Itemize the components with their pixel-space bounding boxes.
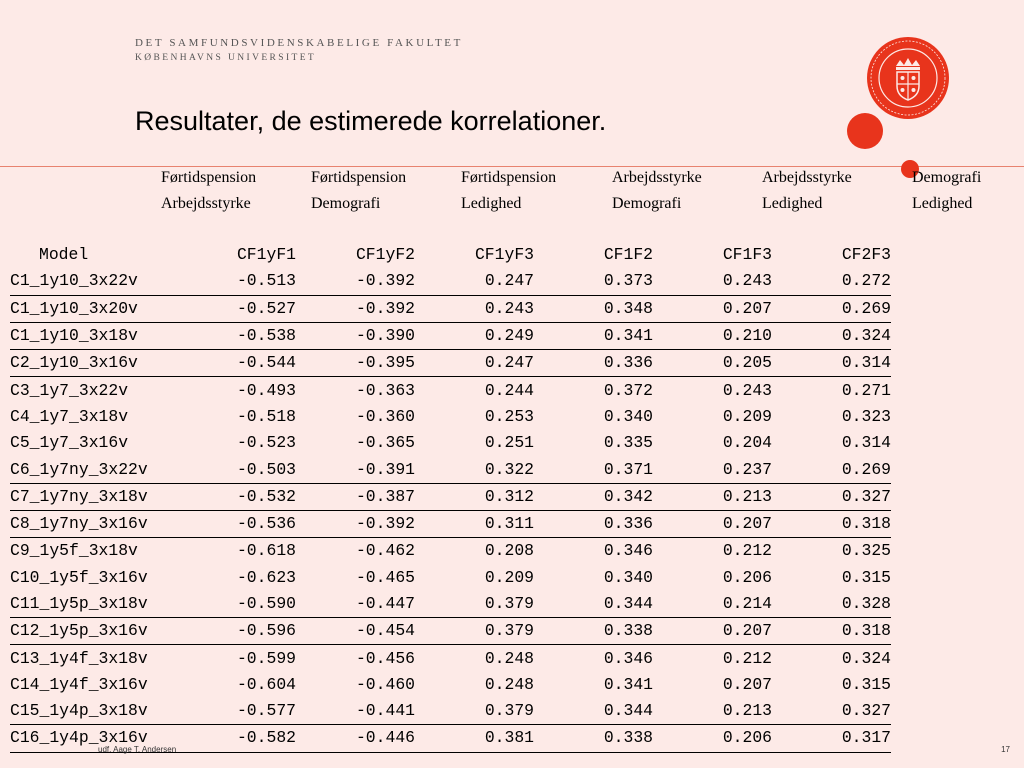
- pair-label: [762, 165, 852, 217]
- correlation-value-cell: -0.392: [296, 510, 415, 537]
- table-row: [10, 618, 891, 645]
- correlation-value-cell: -0.392: [296, 268, 415, 295]
- correlation-value-cell: 0.213: [653, 698, 772, 725]
- correlation-value-cell: 0.327: [772, 698, 891, 725]
- correlation-value-cell: 0.338: [534, 618, 653, 645]
- correlation-value-cell: 0.248: [484, 674, 534, 694]
- correlation-value-cell: 0.247: [415, 268, 534, 295]
- correlation-value-cell: 0.244: [484, 380, 534, 400]
- correlation-value-cell: 0.204: [722, 433, 772, 453]
- correlation-value-cell: 0.207: [653, 618, 772, 645]
- correlation-value-cell: 0.271: [841, 380, 891, 400]
- correlation-value-cell: 0.335: [603, 433, 653, 453]
- pair-label-top: Førtidspension: [161, 169, 257, 186]
- faculty-name: [135, 36, 463, 66]
- table-row: [10, 430, 891, 456]
- correlation-value-cell: 0.371: [534, 456, 653, 483]
- column-header-model: Model: [39, 245, 89, 265]
- correlation-value-cell: 0.243: [415, 295, 534, 322]
- correlation-value-cell: 0.312: [415, 483, 534, 510]
- model-name-cell: C1_1y10_3x20v: [10, 295, 216, 322]
- column-header: CF1yF1: [236, 245, 296, 265]
- table-row: [10, 538, 891, 565]
- correlation-value-cell: -0.523: [236, 433, 296, 453]
- correlation-value-cell: 0.205: [653, 350, 772, 377]
- correlation-value-cell: -0.454: [296, 618, 415, 645]
- pair-label-bottom: Demografi: [311, 195, 381, 212]
- correlation-value-cell: -0.503: [216, 456, 296, 483]
- correlation-value-cell: 0.209: [722, 406, 772, 426]
- correlation-value-cell: 0.325: [841, 541, 891, 561]
- model-name-cell: C4_1y7_3x18v: [10, 406, 129, 426]
- correlation-value-cell: 0.253: [484, 406, 534, 426]
- correlation-value-cell: 0.206: [722, 567, 772, 587]
- model-name-cell: C15_1y4p_3x18v: [10, 698, 216, 725]
- correlation-value-cell: -0.363: [355, 380, 415, 400]
- correlation-value-cell: 0.243: [653, 268, 772, 295]
- correlation-value-cell: 0.342: [534, 483, 653, 510]
- correlation-value-cell: 0.212: [722, 541, 772, 561]
- table-body: [10, 268, 891, 752]
- pair-label: [461, 165, 556, 217]
- pair-label: [612, 165, 702, 217]
- correlation-value-cell: -0.596: [216, 618, 296, 645]
- correlation-value-cell: 0.272: [772, 268, 891, 295]
- correlation-table: [10, 242, 891, 753]
- faculty-line-1: DET SAMFUNDSVIDENSKABELIGE FAKULTET: [135, 37, 463, 49]
- pair-label: [311, 165, 406, 217]
- correlation-value-cell: -0.447: [296, 591, 415, 618]
- pair-label-top: Arbejdsstyrke: [762, 169, 852, 186]
- correlation-value-cell: -0.390: [296, 322, 415, 349]
- model-name-cell: C5_1y7_3x16v: [10, 433, 129, 453]
- pair-label-bottom: Ledighed: [461, 195, 522, 212]
- correlation-value-cell: 0.249: [415, 322, 534, 349]
- correlation-value-cell: -0.441: [296, 698, 415, 725]
- correlation-value-cell: -0.527: [216, 295, 296, 322]
- table-row: [10, 377, 891, 404]
- correlation-value-cell: 0.243: [722, 380, 772, 400]
- table-header-row: [10, 242, 891, 268]
- correlation-value-cell: -0.462: [355, 541, 415, 561]
- correlation-value-cell: -0.590: [216, 591, 296, 618]
- correlation-value-cell: -0.618: [236, 541, 296, 561]
- correlation-value-cell: 0.247: [415, 350, 534, 377]
- correlation-value-cell: 0.208: [484, 541, 534, 561]
- correlation-value-cell: 0.373: [534, 268, 653, 295]
- table-row: [10, 591, 891, 618]
- correlation-value-cell: 0.381: [415, 725, 534, 752]
- correlation-value-cell: 0.336: [534, 350, 653, 377]
- decorative-dot-large: [847, 113, 883, 149]
- table-row: [10, 698, 891, 725]
- correlation-value-cell: 0.210: [653, 322, 772, 349]
- model-name-cell: C1_1y10_3x22v: [10, 268, 216, 295]
- model-name-cell: C13_1y4f_3x18v: [10, 648, 148, 668]
- column-header: CF1F2: [603, 245, 653, 265]
- correlation-value-cell: -0.623: [236, 567, 296, 587]
- page-number: 17: [1001, 745, 1010, 754]
- correlation-value-cell: 0.315: [841, 567, 891, 587]
- table-row: [10, 645, 891, 672]
- model-name-cell: C12_1y5p_3x16v: [10, 618, 216, 645]
- column-header: CF1F3: [722, 245, 772, 265]
- pair-label: [161, 165, 256, 217]
- model-name-cell: C11_1y5p_3x18v: [10, 591, 216, 618]
- correlation-value-cell: -0.387: [296, 483, 415, 510]
- correlation-value-cell: 0.269: [772, 295, 891, 322]
- pair-label-bottom: Ledighed: [762, 195, 823, 212]
- correlation-value-cell: 0.340: [603, 406, 653, 426]
- correlation-value-cell: 0.379: [415, 618, 534, 645]
- correlation-value-cell: 0.323: [841, 406, 891, 426]
- correlation-value-cell: 0.209: [484, 567, 534, 587]
- model-name-cell: C8_1y7ny_3x16v: [10, 510, 216, 537]
- correlation-value-cell: 0.269: [772, 456, 891, 483]
- model-name-cell: C14_1y4f_3x16v: [10, 674, 148, 694]
- table-row: [10, 404, 891, 430]
- correlation-value-cell: 0.318: [772, 510, 891, 537]
- correlation-value-cell: -0.532: [216, 483, 296, 510]
- model-name-cell: C10_1y5f_3x16v: [10, 567, 148, 587]
- column-header: CF1yF3: [474, 245, 534, 265]
- correlation-value-cell: 0.344: [534, 698, 653, 725]
- table-row: [10, 268, 891, 295]
- correlation-value-cell: 0.314: [841, 433, 891, 453]
- pair-label: [912, 165, 981, 217]
- correlation-value-cell: 0.213: [653, 483, 772, 510]
- correlation-value-cell: -0.604: [236, 674, 296, 694]
- correlation-value-cell: -0.538: [216, 322, 296, 349]
- correlation-value-cell: 0.324: [841, 648, 891, 668]
- correlation-value-cell: -0.365: [355, 433, 415, 453]
- correlation-value-cell: -0.577: [216, 698, 296, 725]
- correlation-value-cell: 0.328: [772, 591, 891, 618]
- correlation-value-cell: -0.392: [296, 295, 415, 322]
- correlation-value-cell: -0.493: [236, 380, 296, 400]
- correlation-value-cell: 0.379: [415, 698, 534, 725]
- correlation-value-cell: -0.544: [216, 350, 296, 377]
- correlation-value-cell: 0.206: [653, 725, 772, 752]
- correlation-value-cell: 0.346: [603, 648, 653, 668]
- table-row: [10, 456, 891, 483]
- footer-author: udf. Aage T. Andersen: [98, 745, 177, 754]
- correlation-value-cell: -0.599: [236, 648, 296, 668]
- correlation-value-cell: 0.311: [415, 510, 534, 537]
- table-row: [10, 322, 891, 349]
- correlation-value-cell: 0.207: [653, 295, 772, 322]
- correlation-value-cell: 0.314: [772, 350, 891, 377]
- correlation-value-cell: 0.338: [534, 725, 653, 752]
- correlation-value-cell: 0.327: [772, 483, 891, 510]
- correlation-value-cell: -0.536: [216, 510, 296, 537]
- correlation-value-cell: 0.248: [484, 648, 534, 668]
- correlation-value-cell: 0.341: [603, 674, 653, 694]
- correlation-value-cell: 0.322: [415, 456, 534, 483]
- pair-label-bottom: Arbejdsstyrke: [161, 195, 251, 212]
- correlation-value-cell: -0.456: [355, 648, 415, 668]
- correlation-value-cell: 0.348: [534, 295, 653, 322]
- correlation-value-cell: 0.346: [603, 541, 653, 561]
- correlation-value-cell: 0.251: [484, 433, 534, 453]
- table-row: [10, 295, 891, 322]
- model-name-cell: C1_1y10_3x18v: [10, 322, 216, 349]
- pair-label-top: Førtidspension: [311, 169, 407, 186]
- correlation-value-cell: 0.315: [841, 674, 891, 694]
- correlation-value-cell: 0.379: [415, 591, 534, 618]
- model-name-cell: C6_1y7ny_3x22v: [10, 456, 216, 483]
- correlation-value-cell: 0.324: [772, 322, 891, 349]
- correlation-value-cell: 0.372: [603, 380, 653, 400]
- pair-label-bottom: Demografi: [612, 195, 682, 212]
- column-header: CF1yF2: [355, 245, 415, 265]
- correlation-value-cell: -0.465: [355, 567, 415, 587]
- correlation-value-cell: -0.360: [355, 406, 415, 426]
- correlation-value-cell: -0.582: [216, 725, 296, 752]
- slide-title: Resultater, de estimerede korrelationer.: [135, 106, 607, 136]
- table-row: [10, 350, 891, 377]
- correlation-value-cell: 0.340: [603, 567, 653, 587]
- table-row: [10, 510, 891, 537]
- column-header: CF2F3: [841, 245, 891, 265]
- correlation-value-cell: -0.460: [355, 674, 415, 694]
- table-row: [10, 565, 891, 591]
- correlation-value-cell: 0.318: [772, 618, 891, 645]
- table-row: [10, 483, 891, 510]
- correlation-value-cell: 0.344: [534, 591, 653, 618]
- correlation-value-cell: 0.317: [772, 725, 891, 752]
- correlation-value-cell: 0.237: [653, 456, 772, 483]
- correlation-pair-labels: [0, 165, 1024, 215]
- correlation-value-cell: 0.207: [722, 674, 772, 694]
- pair-label-top: Demografi: [912, 169, 982, 186]
- model-name-cell: C3_1y7_3x22v: [10, 380, 129, 400]
- pair-label-top: Arbejdsstyrke: [612, 169, 702, 186]
- correlation-value-cell: -0.446: [296, 725, 415, 752]
- model-name-cell: C7_1y7ny_3x18v: [10, 483, 216, 510]
- pair-label-top: Førtidspension: [461, 169, 557, 186]
- model-name-cell: C2_1y10_3x16v: [10, 350, 216, 377]
- model-name-cell: C9_1y5f_3x18v: [10, 541, 138, 561]
- correlation-value-cell: -0.518: [236, 406, 296, 426]
- pair-label-bottom: Ledighed: [912, 195, 973, 212]
- correlation-value-cell: 0.336: [534, 510, 653, 537]
- model-name-cell: C16_1y4p_3x16v: [10, 725, 216, 752]
- table-row: [10, 672, 891, 698]
- correlation-value-cell: -0.391: [296, 456, 415, 483]
- correlation-value-cell: 0.341: [534, 322, 653, 349]
- faculty-line-2: KØBENHAVNS UNIVERSITET: [135, 53, 317, 63]
- correlation-value-cell: 0.214: [653, 591, 772, 618]
- correlation-value-cell: 0.212: [722, 648, 772, 668]
- correlation-value-cell: -0.395: [296, 350, 415, 377]
- correlation-value-cell: 0.207: [653, 510, 772, 537]
- university-seal-icon: [866, 36, 950, 120]
- correlation-value-cell: -0.513: [216, 268, 296, 295]
